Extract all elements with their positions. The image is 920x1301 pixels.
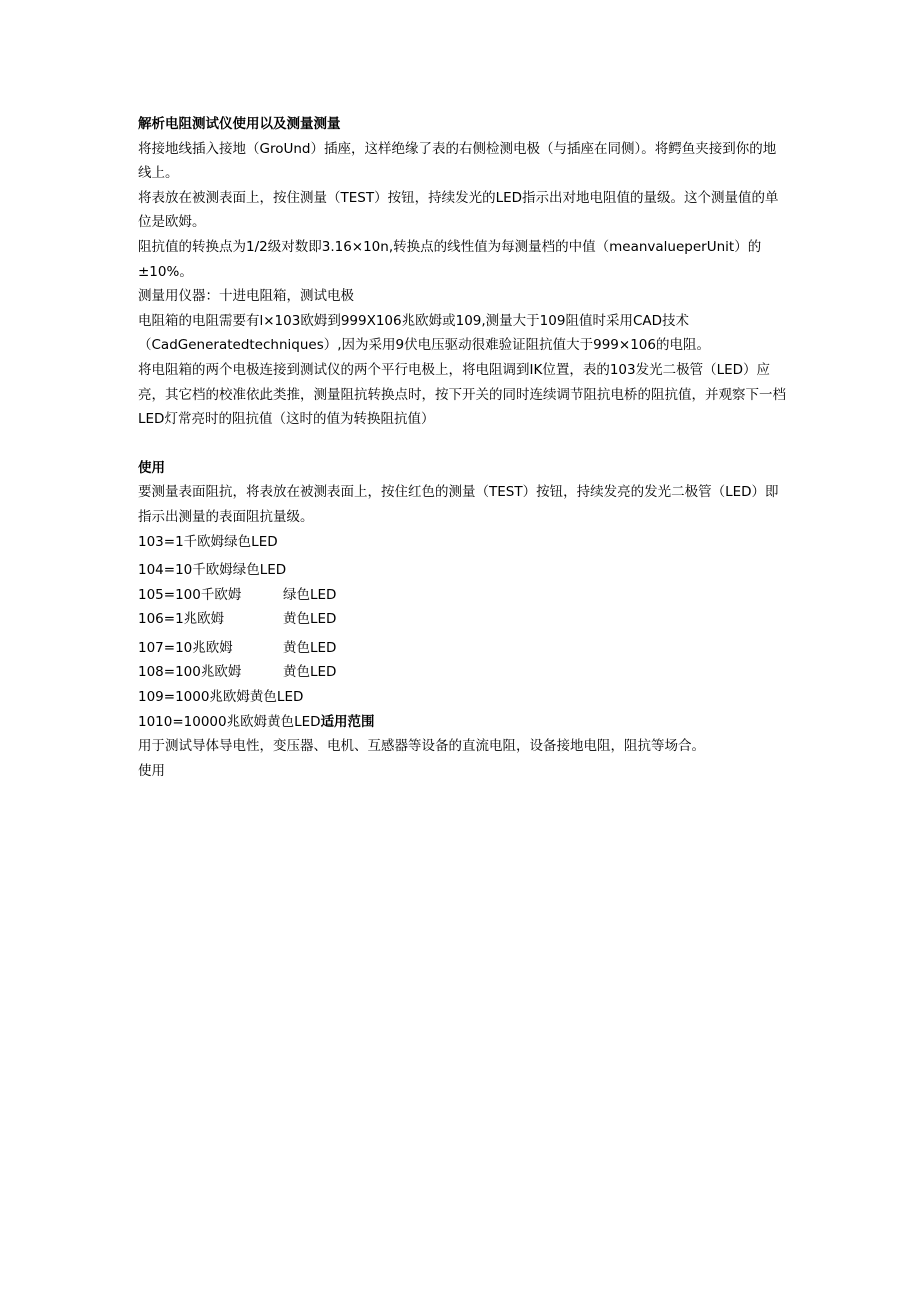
document-body	[138, 112, 788, 783]
level-value: 1010=10000兆欧姆黄色LED	[138, 713, 321, 730]
section-gap	[138, 432, 788, 456]
level-color: 黄色LED	[283, 664, 337, 681]
intro-paragraph-3: 阻抗值的转换点为1/2级对数即3.16×10n,转换点的线性值为每测量档的中值（meanvalueperUnit）的±10%。	[138, 238, 762, 280]
usage-heading: 使用	[138, 459, 165, 476]
level-row-106	[138, 607, 788, 632]
trailing-heading: 使用	[138, 762, 165, 779]
level-value: 103=1千欧姆绿色LED	[138, 533, 278, 550]
scope-heading: 适用范围	[320, 713, 375, 730]
level-row-1010	[138, 710, 788, 735]
level-value: 104=10千欧姆绿色LED	[138, 562, 287, 579]
level-value: 105=100千欧姆	[138, 586, 242, 603]
level-value: 108=100兆欧姆	[138, 664, 242, 681]
intro-paragraph-6: 将电阻箱的两个电极连接到测试仪的两个平行电极上，将电阻调到IK位置，表的103发光二极管（LED）应亮，其它档的校准依此类推，测量阻抗转换点时，按下开关的同时连续调节阻抗电桥的阻抗值，并观察下一档LED灯常亮时的阻抗值（这时的值为转换阻抗值）	[138, 361, 786, 428]
intro-paragraph-2: 将表放在被测表面上，按住测量（TEST）按钮，持续发光的LED指示出对地电阻值的量级。这个测量值的单位是欧姆。	[138, 189, 779, 231]
level-row-108	[138, 660, 788, 685]
usage-paragraph: 要测量表面阻抗，将表放在被测表面上，按住红色的测量（TEST）按钮，持续发亮的发光二极管（LED）即指示出测量的表面阻抗量级。	[138, 484, 779, 525]
level-value: 107=10兆欧姆	[138, 639, 233, 656]
intro-paragraph-5: 电阻箱的电阻需要有l×103欧姆到999X106兆欧姆或109,测量大于109阻值时采用CAD技术（CadGeneratedtechniques）,因为采用9伏电压驱动很难验证阻抗值大于999×106的电阻。	[138, 312, 710, 354]
level-color: 黄色LED	[283, 611, 337, 628]
level-row-107	[138, 636, 788, 661]
level-row-104	[138, 558, 788, 583]
level-value: 106=1兆欧姆	[138, 611, 225, 628]
level-value: 109=1000兆欧姆黄色LED	[138, 689, 304, 706]
scope-paragraph: 用于测试导体导电性，变压器、电机、互感器等设备的直流电阻，设备接地电阻，阻抗等场合。	[138, 738, 705, 755]
level-color: 绿色LED	[283, 586, 337, 603]
level-row-103	[138, 530, 788, 555]
intro-paragraph-4: 测量用仪器：十进电阻箱，测试电极	[138, 288, 354, 305]
level-row-109	[138, 685, 788, 710]
intro-paragraph-1: 将接地线插入接地（GroUnd）插座，这样绝缘了表的右侧检测电极（与插座在同侧）。将鳄鱼夹接到你的地线上。	[138, 140, 777, 182]
level-row-105	[138, 583, 788, 608]
document-title: 解析电阻测试仪使用以及测量测量	[138, 116, 341, 132]
level-color: 黄色LED	[283, 639, 337, 656]
